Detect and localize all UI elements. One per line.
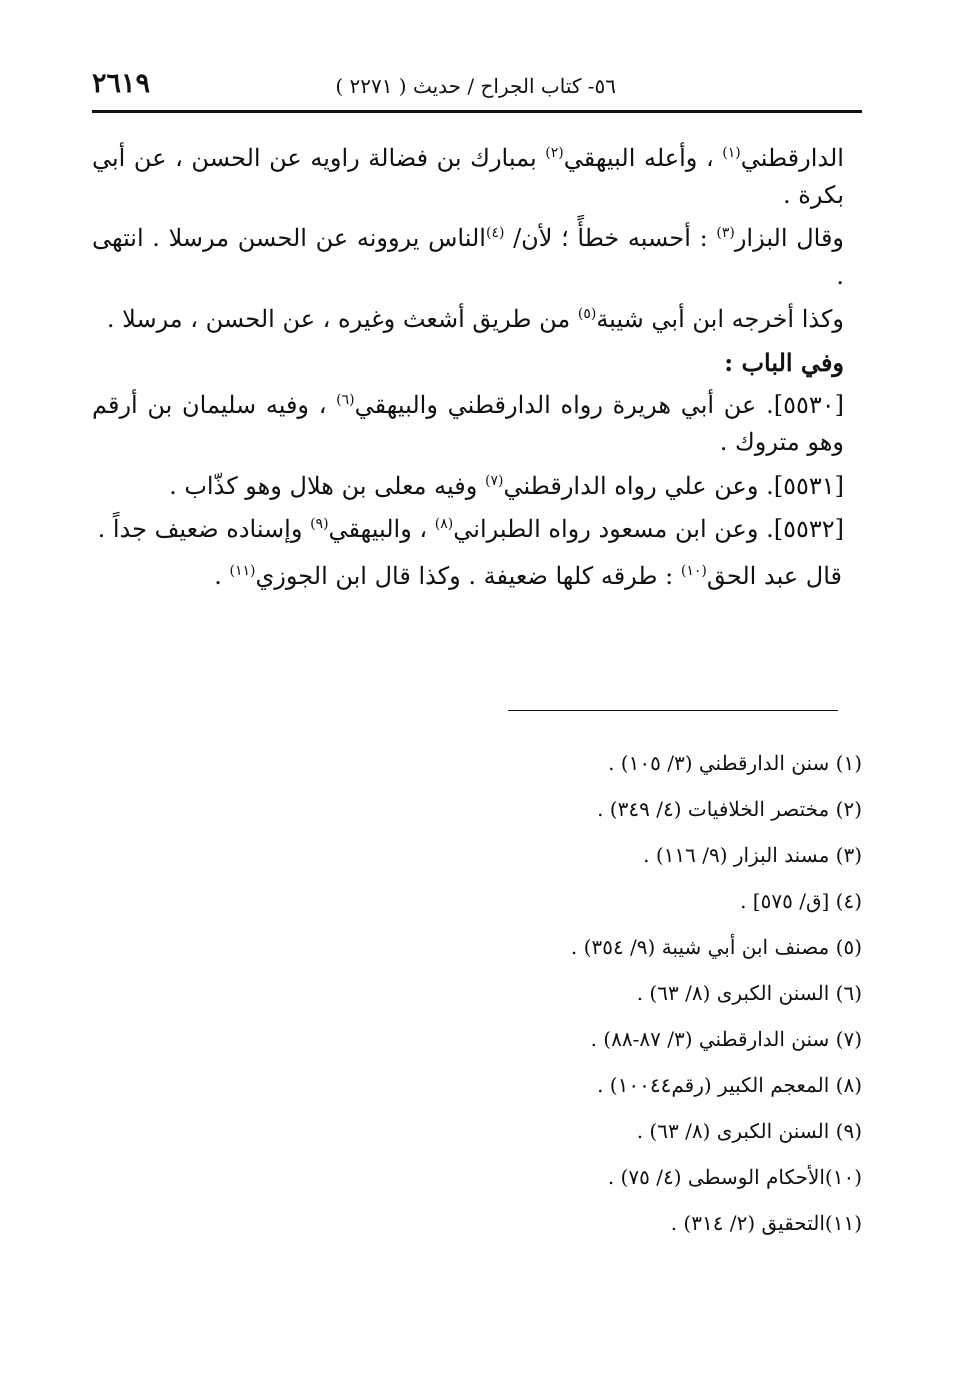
- footnote-ref: (٦): [336, 392, 355, 409]
- footnote: (١) سنن الدارقطني (٣/ ١٠٥) .: [608, 751, 862, 775]
- footnote: (٥) مصنف ابن أبي شيبة (٩/ ٣٥٤) .: [570, 935, 862, 959]
- text-run: بمبارك بن فضالة راويه عن الحسن ، عن أبي بكرة .: [92, 144, 844, 210]
- footnote: (٤) [ق/ ٥٧٥] .: [740, 889, 862, 913]
- footnote: (١١)التحقيق (٢/ ٣١٤) .: [670, 1211, 862, 1235]
- page-number: ٢٦١٩: [92, 68, 151, 99]
- page-header: [92, 62, 862, 113]
- paragraph: [92, 220, 862, 294]
- paragraph: [92, 468, 862, 505]
- footnote: (٢) مختصر الخلافيات (٤/ ٣٤٩) .: [597, 797, 862, 821]
- text-run: : طرقه كلها ضعيفة . وكذا قال ابن الجوزي: [255, 561, 681, 590]
- text-run: [٥٥٣١]. وعن علي رواه الدارقطني: [503, 471, 844, 500]
- text-run: وكذا أخرجه ابن أبي شيبة: [596, 304, 844, 333]
- footnote-ref: (٤): [485, 225, 505, 242]
- text-run: الناس يروونه عن الحسن مرسلا . انتهى .: [92, 224, 844, 290]
- text-run: الدارقطني: [740, 144, 844, 172]
- footnote-ref: (٢): [545, 145, 564, 161]
- paragraph: [92, 387, 862, 461]
- main-text: [92, 140, 862, 601]
- footnotes: [92, 740, 862, 1246]
- footnote-ref: (١٠): [680, 562, 707, 579]
- text-run: ، والبيهقي: [328, 514, 435, 543]
- paragraph: [92, 301, 862, 338]
- section-heading: وفي الباب :: [724, 347, 844, 377]
- text-run: من طريق أشعث وغيره ، عن الحسن ، مرسلا .: [106, 304, 578, 333]
- text-run: ، وفيه سليمان بن أرقم وهو متروك .: [92, 391, 844, 457]
- text-run: : أحسبه خطأً ؛ لأن/: [504, 224, 717, 253]
- paragraph: [92, 140, 862, 214]
- paragraph: [92, 511, 862, 548]
- text-run: وإسناده ضعيف جداً .: [97, 514, 311, 543]
- text-run: [٥٥٣٢]. وعن ابن مسعود رواه الطبراني: [453, 514, 844, 543]
- footnote: (٧) سنن الدارقطني (٣/ ٨٧-٨٨) .: [590, 1027, 862, 1051]
- footnote-ref: (١١): [229, 562, 256, 579]
- paragraph: [92, 558, 862, 595]
- footnote-ref: (٧): [484, 472, 504, 489]
- text-run: .: [214, 561, 230, 590]
- text-run: [٥٥٣٠]. عن أبي هريرة رواه الدارقطني والبيهقي: [354, 391, 845, 420]
- text-run: وفيه معلى بن هلال وهو كذّاب .: [169, 471, 485, 500]
- footnote: (٨) المعجم الكبير (رقم١٠٠٤٤) .: [597, 1073, 862, 1097]
- footnote-ref: (٨): [434, 515, 454, 532]
- running-title: ٥٦- كتاب الجراح / حديث ( ٢٢٧١ ): [335, 74, 616, 98]
- text-run: وقال البزار: [734, 224, 845, 253]
- footnote: (٣) مسند البزار (٩/ ١١٦) .: [643, 843, 862, 867]
- footnote-ref: (٩): [310, 515, 329, 532]
- footnote-ref: (١): [722, 145, 741, 161]
- footnote-ref: (٥): [577, 305, 597, 322]
- text-run: قال عبد الحق: [706, 561, 842, 590]
- footnote-separator: [508, 710, 838, 711]
- footnote: (٦) السنن الكبرى (٨/ ٦٣) .: [636, 981, 862, 1005]
- text-run: ، وأعله البيهقي: [563, 144, 723, 172]
- footnote-ref: (٣): [716, 225, 735, 242]
- footnote: (١٠)الأحكام الوسطى (٤/ ٧٥) .: [607, 1165, 862, 1189]
- footnote: (٩) السنن الكبرى (٨/ ٦٣) .: [636, 1119, 862, 1143]
